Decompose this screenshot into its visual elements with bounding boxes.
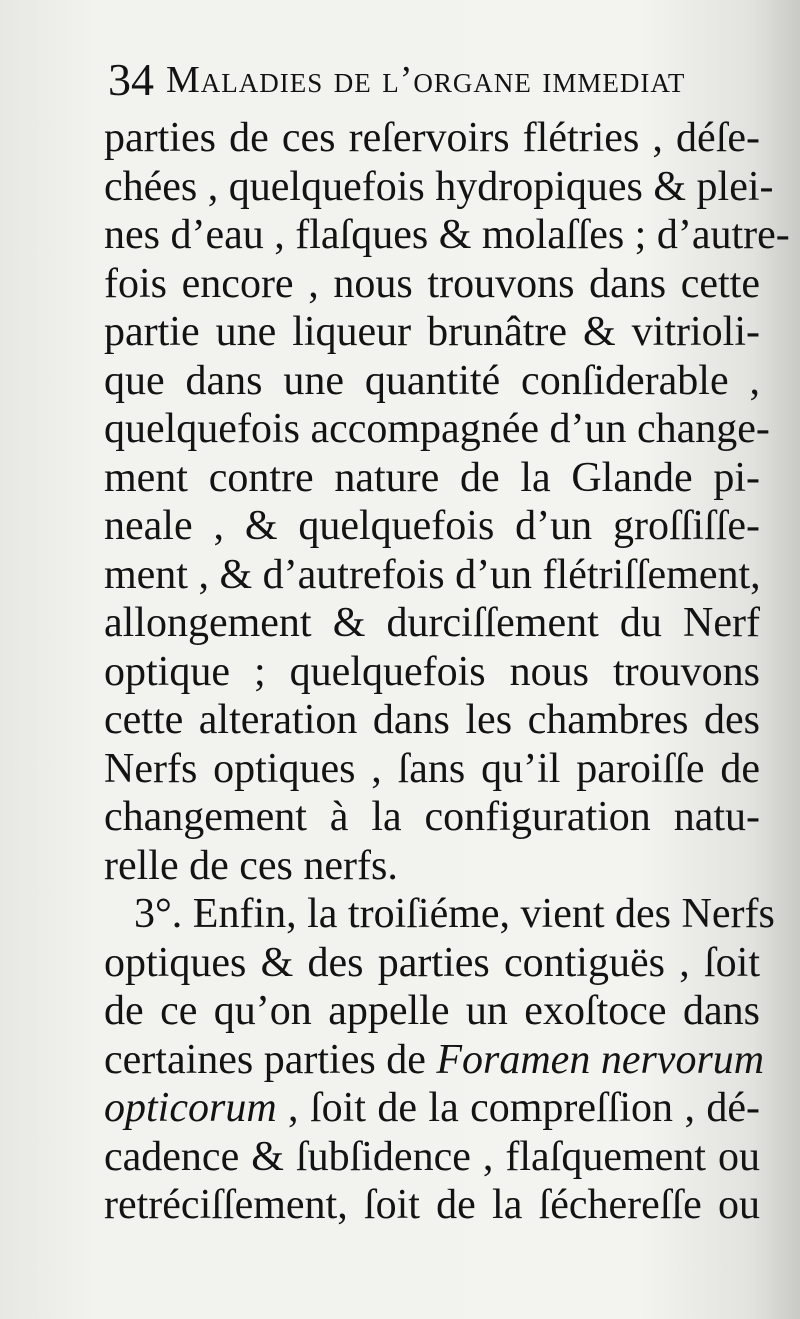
text-line	[104, 1036, 765, 1085]
text-line: ment contre nature de la Glande pi-	[104, 454, 760, 501]
body-text	[104, 114, 790, 1230]
text-line: changement à la configuration natu-	[104, 794, 760, 840]
text-line: cadence & ſubſidence , flaſquement ou	[104, 1133, 760, 1180]
text-line: cette alteration dans les chambres des	[104, 697, 760, 743]
paragraph-end-line: relle de ces nerfs.	[104, 842, 398, 889]
text-line: neale , & quelquefois d’un groſſiſſe-	[104, 503, 760, 549]
latin-term: opticorum	[104, 1085, 277, 1131]
text-run: certaines parties de	[104, 1036, 437, 1083]
paragraph-start-line: 3°. Enfin, la troiſiéme, vient des Nerfs	[134, 891, 775, 937]
page-number: 34	[108, 54, 154, 105]
text-line: Nerfs optiques , ſans qu’il paroiſſe de	[104, 745, 760, 792]
text-line	[104, 1084, 760, 1133]
text-line: partie une liqueur brunâtre & vitrioli-	[104, 309, 760, 355]
text-line: allongement & durciſſement du Nerf	[104, 600, 760, 646]
text-line: optique ; quelquefois nous trouvons	[104, 648, 760, 695]
text-line: de ce qu’on appelle un exoſtoce dans	[104, 988, 760, 1034]
text-line: nes d’eau , flaſques & molaſſes ; d’autre-	[104, 212, 790, 258]
page-header	[108, 50, 768, 110]
text-line: ment , & d’autrefois d’un flétriſſement,	[104, 551, 761, 598]
latin-term: Foramen nervorum	[436, 1036, 765, 1083]
text-line: fois encore , nous trouvons dans cette	[104, 260, 760, 307]
text-run: , ſoit de la compreſſion , dé-	[276, 1085, 760, 1131]
text-line: chées , quelquefois hydropiques & plei-	[104, 163, 774, 210]
text-line: parties de ces reſervoirs flétries , déſe-	[104, 115, 760, 161]
running-title: Maladies de l’organe immediat	[166, 59, 686, 101]
text-line: optiques & des parties contiguës , ſoit	[104, 939, 760, 986]
text-line: retréciſſement, ſoit de la ſéchereſſe ou	[104, 1182, 760, 1228]
text-line: quelquefois accompagnée d’un change-	[104, 406, 770, 452]
text-line: que dans une quantité conſiderable ,	[104, 357, 760, 404]
